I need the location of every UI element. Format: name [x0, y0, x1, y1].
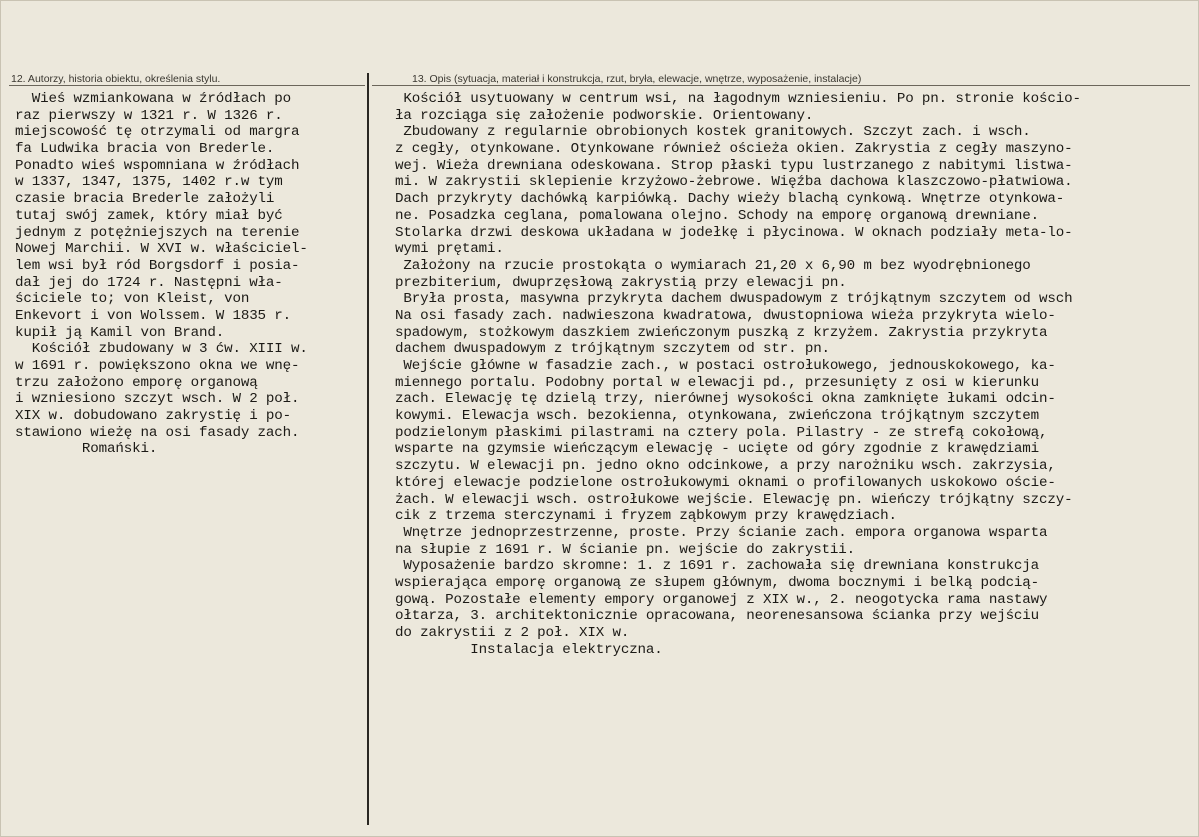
- left-column-text-line: Wieś wzmiankowana w źródłach po: [15, 91, 292, 107]
- right-header-rule: [372, 85, 1190, 86]
- left-column-header: 12. Autorzy, historia obiektu, określenia stylu.: [11, 73, 221, 85]
- right-column-text-line: Instalacja elektryczna.: [395, 641, 663, 658]
- right-column-text-line: gową. Pozostałe elementy empory organowej z XIX w., 2. neogotycka rama nastawy: [395, 591, 1048, 608]
- right-column-text-line: Na osi fasady zach. nadwieszona kwadratowa, dwustopniowa wieża przykryta wielo-: [395, 307, 1056, 324]
- left-column-text-line: tutaj swój zamek, który miał być: [15, 207, 283, 224]
- left-column-text-line: Kościół zbudowany w 3 ćw. XIII w.: [15, 341, 308, 358]
- left-column-text-line: XIX w. dobudowano zakrystię i po-: [15, 408, 292, 425]
- left-column-text: [15, 91, 365, 458]
- left-column-text-line: lem wsi był ród Borgsdorf i posia-: [15, 257, 300, 274]
- right-column-text-line: Zbudowany z regularnie obrobionych kostek granitowych. Szczyt zach. i wsch.: [395, 124, 1031, 141]
- left-column-text-line: raz pierwszy w 1321 r. W 1326 r.: [15, 107, 283, 124]
- right-column-text-line: Dach przykryty dachówką karpiówką. Dachy wieży blachą cynkową. Wnętrze otynkowa-: [395, 191, 1065, 208]
- left-column-text-line: trzu założono emporę organową: [15, 374, 258, 391]
- right-column-text-line: Wnętrze jednoprzestrzenne, proste. Przy ścianie zach. empora organowa wsparta: [395, 524, 1048, 541]
- right-column-text-line: zach. Elewację tę dzielą trzy, nierównej wysokości okna zamknięte łukami odcin-: [395, 391, 1056, 408]
- right-column-text-line: podzielonym płaskimi pilastrami na cztery pola. Pilastry - ze strefą cokołową,: [395, 424, 1048, 441]
- left-column-text-line: w 1691 r. powiększono okna we wnę-: [15, 358, 300, 374]
- right-column-text-line: Bryła prosta, masywna przykryta dachem dwuspadowym z trójkątnym szczytem od wsch: [395, 291, 1073, 308]
- right-column-text-line: Kościół usytuowany w centrum wsi, na łagodnym wzniesieniu. Po pn. stronie kościo-: [395, 91, 1081, 107]
- left-column-text-line: kupił ją Kamil von Brand.: [15, 324, 225, 341]
- right-column-text-line: Stolarka drzwi deskowa układana w jodełkę i płycinowa. W oknach podziały meta-lo-: [395, 224, 1073, 241]
- right-column-text-line: Wejście główne w fasadzie zach., w postaci ostrołukowego, jednouskokowego, ka-: [395, 358, 1056, 374]
- left-column-text-line: czasie bracia Brederle założyli: [15, 191, 275, 208]
- column-divider: [367, 73, 369, 825]
- left-column-text-line: i wzniesiono szczyt wsch. W 2 poł.: [15, 391, 300, 408]
- right-column-text-line: wspierająca emporę organową ze słupem głównym, dwoma bocznymi i belką podcią-: [395, 574, 1040, 591]
- right-column-text-line: Założony na rzucie prostokąta o wymiarach 21,20 x 6,90 m bez wyodrębnionego: [395, 257, 1031, 274]
- right-column-text-line: której elewacje podzielone ostrołukowymi oknami o profilowanych uskokowo oście-: [395, 474, 1056, 491]
- left-column-text-line: dał jej do 1724 r. Następni wła-: [15, 274, 283, 291]
- right-column-text-line: Wyposażenie bardzo skromne: 1. z 1691 r. zachowała się drewniana konstrukcja: [395, 558, 1040, 575]
- right-column-text-line: ołtarza, 3. architektonicznie opracowana, neorenesansowa ścianka przy wejściu: [395, 608, 1040, 625]
- left-column-text-line: stawiono wieżę na osi fasady zach.: [15, 424, 300, 441]
- left-column-text-line: Nowej Marchii. W XVI w. właściciel-: [15, 241, 308, 258]
- left-column-text-line: fa Ludwika bracia von Brederle.: [15, 141, 275, 158]
- right-column-text-line: wej. Wieża drewniana odeskowana. Strop płaski typu lustrzanego z nabitymi listwa-: [395, 157, 1073, 174]
- left-column-text-line: jednym z potężniejszych na terenie: [15, 224, 300, 241]
- right-column-text-line: mi. W zakrystii sklepienie krzyżowo-żebrowe. Więźba dachowa klaszczowo-płatwiowa.: [395, 174, 1073, 191]
- left-column-text-line: w 1337, 1347, 1375, 1402 r.w tym: [15, 174, 283, 191]
- left-column-text-line: Romański.: [15, 441, 158, 458]
- right-column-text: [395, 91, 1195, 658]
- right-column-text-line: prezbiterium, dwuprzęsłową zakrystią przy elewacji pn.: [395, 274, 847, 291]
- right-column-text-line: wsparte na gzymsie wieńczącym elewację - ucięte od góry zgodnie z krawędziami: [395, 441, 1040, 458]
- right-column-text-line: spadowym, stożkowym daszkiem zwieńczonym puszką z krzyżem. Zakrystia przykryta: [395, 324, 1048, 341]
- right-column-text-line: do zakrystii z 2 poł. XIX w.: [395, 625, 630, 641]
- right-column-text-line: żach. W elewacji wsch. ostrołukowe wejście. Elewację pn. wieńczy trójkątny szczy-: [395, 491, 1073, 508]
- left-header-rule: [9, 85, 365, 86]
- right-column-text-line: szczytu. W elewacji pn. jedno okno odcinkowe, a przy narożniku wsch. zakrzysia,: [395, 458, 1056, 475]
- left-column-text-line: Ponadto wieś wspomniana w źródłach: [15, 157, 300, 174]
- right-column-text-line: ne. Posadzka ceglana, pomalowana olejno. Schody na emporę organową drewniane.: [395, 207, 1040, 224]
- right-column-header: 13. Opis (sytuacja, materiał i konstrukcja, rzut, bryła, elewacje, wnętrze, wyposażenie, instalacje): [412, 73, 862, 85]
- left-column-text-line: miejscowość tę otrzymali od margra: [15, 124, 300, 141]
- right-column-text-line: dachem dwuspadowym z trójkątnym szczytem od str. pn.: [395, 341, 830, 358]
- right-column-text-line: wymi prętami.: [395, 241, 504, 258]
- left-column-text-line: Enkevort i von Wolssem. W 1835 r.: [15, 307, 292, 324]
- right-column-text-line: ła rozciąga się założenie podworskie. Orientowany.: [395, 107, 814, 124]
- left-column-text-line: ściciele to; von Kleist, von: [15, 291, 250, 308]
- right-column-text-line: kowymi. Elewacja wsch. bezokienna, otynkowana, zwieńczona trójkątnym szczytem: [395, 408, 1040, 425]
- right-column-text-line: cik z trzema sterczynami i fryzem ząbkowym przy krawędziach.: [395, 508, 897, 525]
- right-column-text-line: na słupie z 1691 r. W ścianie pn. wejście do zakrystii.: [395, 541, 856, 558]
- right-column-text-line: z cegły, otynkowane. Otynkowane również ościeża okien. Zakrystia z cegły maszyno-: [395, 141, 1073, 158]
- right-column-text-line: miennego portalu. Podobny portal w elewacji pd., przesunięty z osi w kierunku: [395, 374, 1040, 391]
